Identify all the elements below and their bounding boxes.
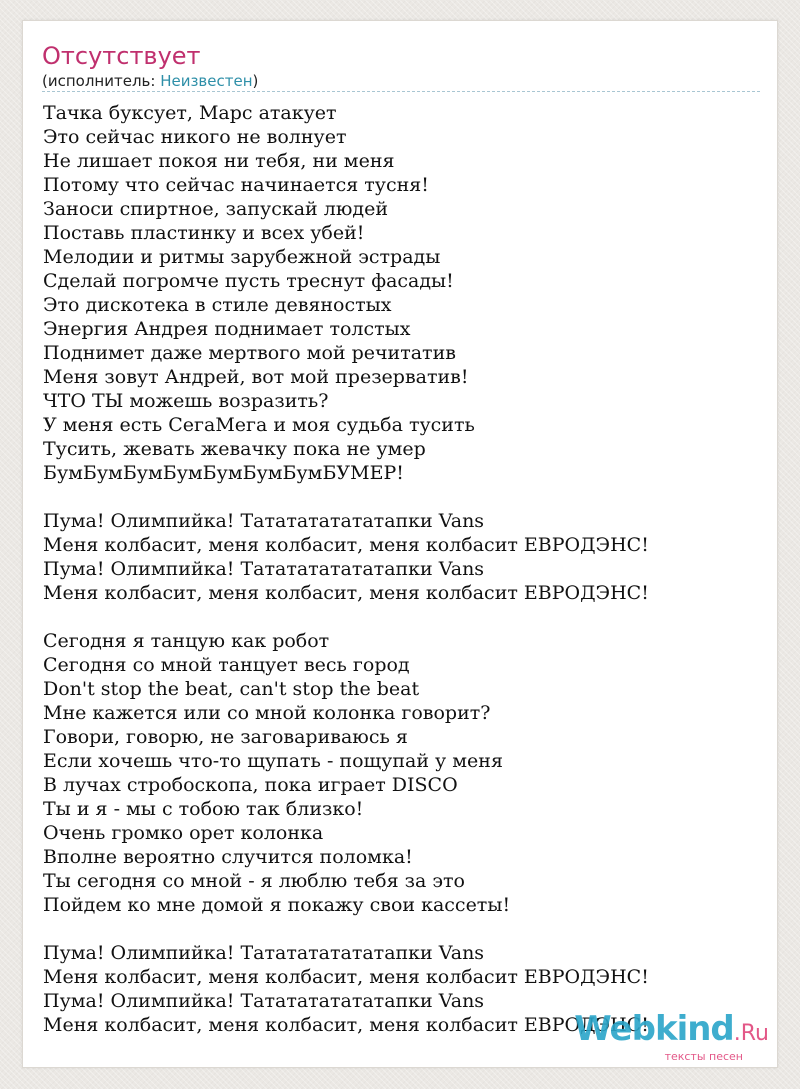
lyrics-line: У меня есть СегаМега и моя судьба тусить bbox=[43, 414, 475, 436]
lyrics-blank-line bbox=[43, 605, 649, 629]
artist-line bbox=[42, 71, 258, 91]
lyrics-line: Пума! Олимпийка! Тататататататапки Vans bbox=[43, 942, 485, 964]
lyrics-line: Поднимет даже мертвого мой речитатив bbox=[43, 342, 456, 364]
lyrics-line: Заноси спиртное, запускай людей bbox=[43, 198, 388, 220]
artist-link[interactable]: Неизвестен bbox=[160, 72, 253, 90]
lyrics-line: Пойдем ко мне домой я покажу свои кассеты! bbox=[43, 894, 511, 916]
lyrics-line: Мне кажется или со мной колонка говорит? bbox=[43, 702, 491, 724]
lyrics-line: Меня зовут Андрей, вот мой презерватив! bbox=[43, 366, 469, 388]
lyrics-line: Говори, говорю, не заговариваюсь я bbox=[43, 726, 408, 748]
lyrics-blank-line bbox=[43, 917, 649, 941]
lyrics-line: Пума! Олимпийка! Тататататататапки Vans bbox=[43, 558, 485, 580]
logo-main-text: Webkind bbox=[574, 1009, 734, 1049]
logo-domain-text: .Ru bbox=[733, 1021, 769, 1046]
lyrics-line: Вполне вероятно случится поломка! bbox=[43, 846, 413, 868]
lyrics-blank-line bbox=[43, 485, 649, 509]
lyrics-line: Очень громко орет колонка bbox=[43, 822, 324, 844]
lyrics-line: Тусить, жевать жевачку пока не умер bbox=[43, 438, 426, 460]
lyrics-line: Пума! Олимпийка! Тататататататапки Vans bbox=[43, 510, 485, 532]
logo-tagline: тексты песен bbox=[664, 1050, 743, 1063]
lyrics-line: Сегодня со мной танцует весь город bbox=[43, 654, 410, 676]
lyrics-line: Энергия Андрея поднимает толстых bbox=[43, 318, 411, 340]
artist-suffix: ) bbox=[252, 72, 259, 90]
lyrics-line: Если хочешь что-то щупать - пощупай у меня bbox=[43, 750, 503, 772]
title-divider bbox=[42, 91, 760, 92]
lyrics-line: Меня колбасит, меня колбасит, меня колбасит ЕВРОДЭНС! bbox=[43, 1014, 649, 1036]
lyrics-line: Ты и я - мы с тобою так близко! bbox=[43, 798, 364, 820]
lyrics-line: Это дискотека в стиле девяностых bbox=[43, 294, 392, 316]
lyrics-line: Не лишает покоя ни тебя, ни меня bbox=[43, 150, 395, 172]
song-title: Отсутствует bbox=[42, 42, 201, 70]
lyrics-line: ЧТО ТЫ можешь возразить? bbox=[43, 390, 329, 412]
lyrics-line: Меня колбасит, меня колбасит, меня колбасит ЕВРОДЭНС! bbox=[43, 582, 649, 604]
webkind-logo[interactable] bbox=[574, 1009, 769, 1063]
lyrics-line: Поставь пластинку и всех убей! bbox=[43, 222, 365, 244]
lyrics-line: Меня колбасит, меня колбасит, меня колбасит ЕВРОДЭНС! bbox=[43, 534, 649, 556]
lyrics-line: Мелодии и ритмы зарубежной эстрады bbox=[43, 246, 441, 268]
lyrics-line: Тачка буксует, Марс атакует bbox=[43, 102, 337, 124]
lyrics-line: Потому что сейчас начинается тусня! bbox=[43, 174, 429, 196]
lyrics-line: Сегодня я танцую как робот bbox=[43, 630, 330, 652]
artist-prefix: (исполнитель: bbox=[42, 72, 161, 90]
lyrics-line: Don't stop the beat, can't stop the beat bbox=[43, 678, 420, 700]
lyrics-line: Сделай погромче пусть треснут фасады! bbox=[43, 270, 454, 292]
lyrics-card bbox=[22, 20, 778, 1068]
lyrics-line: БумБумБумБумБумБумБумБУМЕР! bbox=[43, 462, 404, 484]
lyrics-line: В лучах стробоскопа, пока играет DISCO bbox=[43, 774, 458, 796]
lyrics-text bbox=[43, 101, 649, 1037]
lyrics-line: Ты сегодня со мной - я люблю тебя за это bbox=[43, 870, 465, 892]
lyrics-line: Меня колбасит, меня колбасит, меня колбасит ЕВРОДЭНС! bbox=[43, 966, 649, 988]
logo-wordmark bbox=[574, 1009, 769, 1051]
lyrics-line: Пума! Олимпийка! Тататататататапки Vans bbox=[43, 990, 485, 1012]
lyrics-line: Это сейчас никого не волнует bbox=[43, 126, 347, 148]
